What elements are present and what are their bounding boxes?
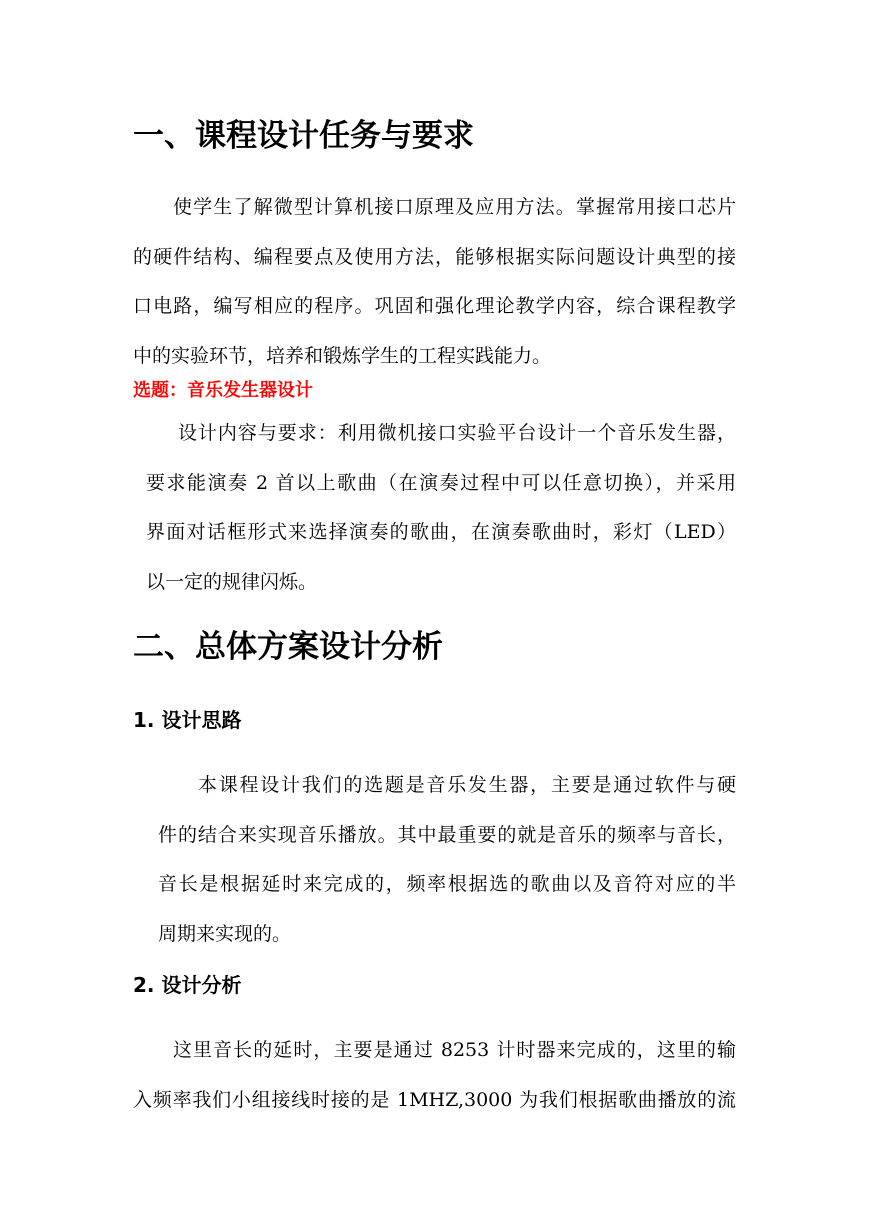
paragraph-line: 中的实验环节，培养和锻炼学生的工程实践能力。 (133, 344, 552, 367)
requirement-line: 要求能演奏 2 首以上歌曲（在演奏过程中可以任意切换），并采用 (146, 471, 736, 494)
paragraph-line: 口电路，编写相应的程序。巩固和强化理论教学内容，综合课程教学 (133, 295, 736, 317)
subsection1-heading: 1. 设计思路 (133, 708, 242, 732)
subsection2-heading: 2. 设计分析 (133, 973, 242, 997)
design-idea-line: 本课程设计我们的选题是音乐发生器，主要是通过软件与硬 (198, 774, 736, 796)
design-analysis-line: 入频率我们小组接线时接的是 1MHZ,3000 为我们根据歌曲播放的流 (133, 1088, 736, 1111)
design-idea-line: 件的结合来实现音乐播放。其中最重要的就是音乐的频率与音长， (158, 823, 736, 846)
design-idea-line: 周期来实现的。 (158, 922, 292, 945)
requirement-line: 设计内容与要求：利用微机接口实验平台设计一个音乐发生器， (178, 422, 736, 444)
design-analysis-paragraph (133, 1026, 736, 1125)
section1-paragraph (133, 183, 736, 381)
section2-heading: 二、总体方案设计分析 (133, 629, 443, 665)
design-idea-paragraph (158, 761, 736, 959)
paragraph-line: 的硬件结构、编程要点及使用方法，能够根据实际问题设计典型的接 (133, 245, 736, 268)
design-analysis-line: 这里音长的延时，主要是通过 8253 计时器来完成的，这里的输 (173, 1039, 736, 1061)
requirement-line: 以一定的规律闪烁。 (146, 570, 318, 593)
requirement-line: 界面对话框形式来选择演奏的歌曲，在演奏歌曲时，彩灯（LED） (146, 521, 736, 543)
paragraph-line: 使学生了解微型计算机接口原理及应用方法。掌握常用接口芯片 (173, 196, 736, 218)
section1-heading: 一、课程设计任务与要求 (133, 118, 474, 154)
design-idea-line: 音长是根据延时来完成的，频率根据选的歌曲以及音符对应的半 (158, 873, 736, 895)
requirements-paragraph (146, 409, 736, 607)
topic-label: 选题：音乐发生器设计 (133, 380, 313, 401)
